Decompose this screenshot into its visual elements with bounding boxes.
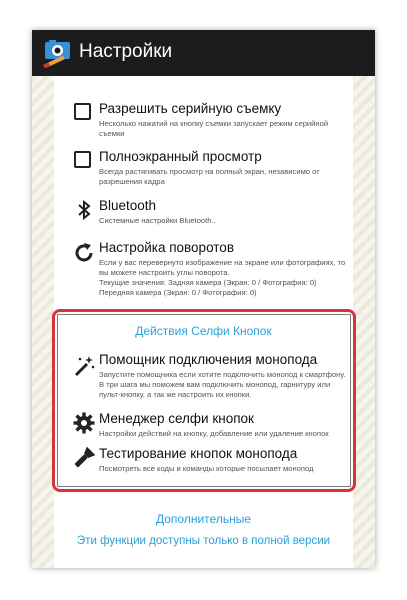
setting-subtitle: Запустите помощника если хотите подключить монопод к смартфону. В три шага мы поможем вам подключить монопод, гарнитуру или пульт-кнопку, а так же настроить их кнопки.: [99, 370, 346, 399]
setting-title: Помощник подключения монопода: [99, 352, 318, 367]
fullscreen-checkbox[interactable]: [74, 151, 91, 168]
setting-title: Настройка поворотов: [99, 240, 234, 255]
setting-subtitle: Системные настройки Bluetooth..: [99, 216, 216, 225]
setting-title: Полноэкранный просмотр: [99, 149, 262, 164]
bluetooth-icon: [72, 198, 96, 222]
rotate-icon: [72, 241, 96, 265]
setting-title: Разрешить серийную съемку: [99, 101, 282, 116]
setting-bluetooth[interactable]: [54, 198, 353, 232]
rotation-description: Если у вас перевернуто изображение на экране или фотографиях, то вы можете настроить углы поворота.: [99, 258, 346, 277]
setting-fullscreen-preview[interactable]: [54, 149, 353, 189]
phone-screen: [32, 30, 375, 568]
setting-subtitle: Всегда растягивать просмотр на полный экран, независимо от разрешения кадра: [99, 167, 320, 186]
setting-title: Bluetooth: [99, 198, 157, 213]
app-camera-icon[interactable]: [42, 38, 72, 68]
selfie-actions-header: Действия Селфи Кнопок: [135, 324, 272, 338]
full-version-note: Эти функции доступны только в полной версии: [76, 535, 331, 547]
burst-mode-checkbox[interactable]: [74, 103, 91, 120]
rotation-current-rear: Текущие значения: Задняя камера (Экран: 0 / Фотография: 0): [99, 278, 317, 287]
action-bar: [32, 30, 375, 76]
section-outline: [57, 314, 351, 487]
app-title: Настройки: [79, 41, 173, 62]
setting-rotation[interactable]: [54, 240, 353, 300]
setting-subtitle: [99, 258, 349, 298]
setting-burst-mode[interactable]: [54, 101, 353, 141]
setting-subtitle: Посмотреть все коды и команды которые посылает монопод: [99, 464, 314, 473]
setting-subtitle: Настройки действий на кнопку, добавление или удаление кнопок: [99, 429, 329, 438]
additional-header[interactable]: Дополнительные: [156, 512, 251, 526]
setting-title: Тестирование кнопок монопода: [99, 446, 298, 461]
rotation-current-front: Передняя камера (Экран: 0 / Фотография: 0): [99, 288, 257, 297]
setting-title: Менеджер селфи кнопок: [99, 411, 254, 426]
setting-subtitle: Несколько нажатий на кнопку съемки запускает режим серийной съемки: [99, 119, 329, 138]
